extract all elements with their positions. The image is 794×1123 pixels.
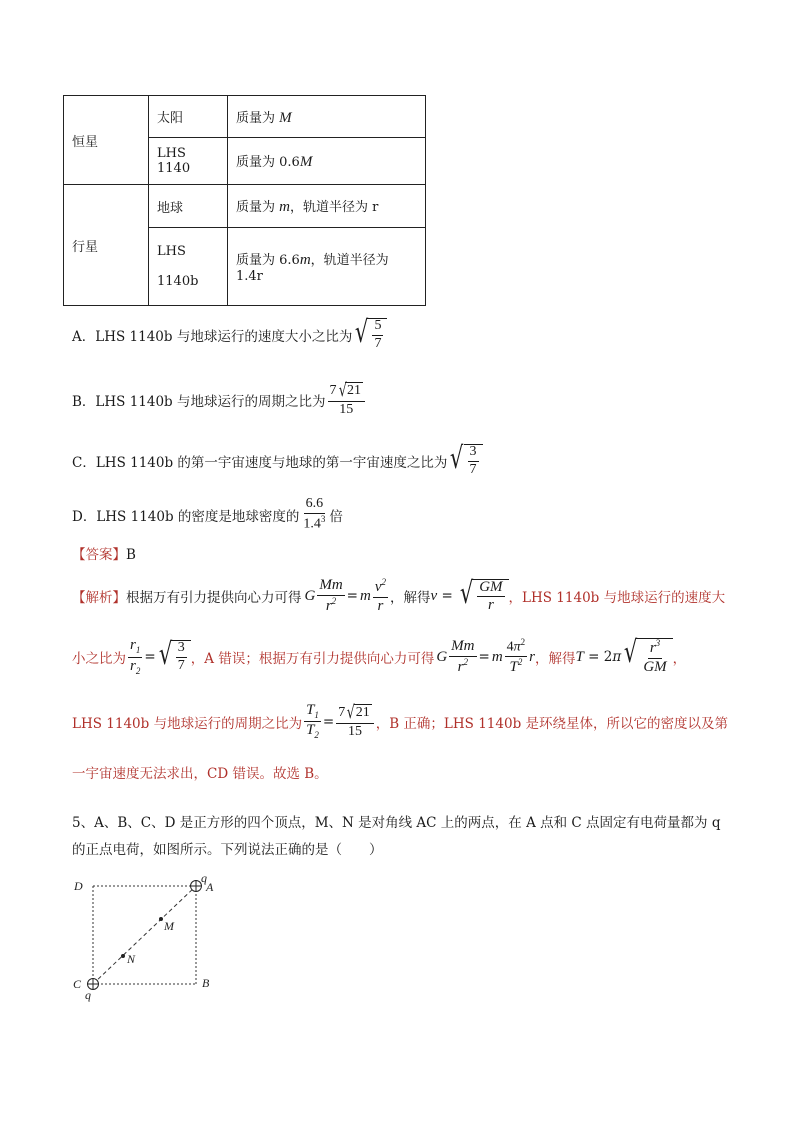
analysis-label: 【解析】 <box>72 590 126 607</box>
question-5-line-2: 的正点电荷，如图所示。下列说法正确的是（ ） <box>72 842 383 858</box>
row-desc: 质量为 M <box>228 96 426 138</box>
fraction: 7 √ 21 15 <box>328 382 365 418</box>
option-b-text: B．LHS 1140b 与地球运行的周期之比为 <box>72 393 326 410</box>
label-m: M <box>164 919 174 933</box>
planet-table <box>63 95 426 306</box>
analysis-line-4: 一宇宙速度无法求出，CD 错误。故选 B。 <box>72 766 328 782</box>
row-desc: 质量为 6.6m，轨道半径为 1.4r <box>228 228 426 306</box>
option-c-text: C．LHS 1140b 的第一宇宙速度与地球的第一宇宙速度之比为 <box>72 454 448 471</box>
label-b: B <box>202 976 210 990</box>
answer <box>72 543 136 563</box>
label-n: N <box>127 952 136 966</box>
row-name: 地球 <box>149 185 228 228</box>
option-d-text: D．LHS 1140b 的密度是地球密度的 <box>72 508 300 525</box>
charge-a <box>191 881 202 892</box>
sqrt-expression: √ $\frac{3}{7}$ <box>447 444 482 477</box>
fraction: $\frac{6.6}{1.4^3}$ <box>303 496 326 532</box>
row-desc: 质量为 m，轨道半径为 r <box>228 185 426 228</box>
star-header: 恒星 <box>64 96 149 185</box>
diagonal-ac <box>93 886 196 984</box>
analysis-line-1: 【解析】 根据万有引力提供向心力可得 G $\frac{Mm}{r^2}$ = m $\frac{v^2}{r}$ ，解得 v = √ $\frac{GM}{r}$ ，LHS 1140b 与地球运行的速度大 <box>72 575 726 614</box>
label-d: D <box>74 879 83 893</box>
option-a-text: A．LHS 1140b 与地球运行的速度大小之比为 <box>72 328 353 345</box>
square-diagram <box>66 870 226 1005</box>
row-name: 太阳 <box>149 96 228 138</box>
answer-value: B <box>126 547 136 563</box>
analysis-line-2: 小之比为 $\frac{r_1}{r_2}$ = √ $\frac{3}{7}$ ，A 错误；根据万有引力提供向心力可得 G $\frac{Mm}{r^2}$ = m $\frac{4\pi^2}{T^2}$ r ，解得 T = 2π √ $\frac{r^3}{GM}$ ， <box>72 635 687 676</box>
point-n <box>121 954 125 958</box>
planet-header: 行星 <box>64 185 149 306</box>
option-a <box>72 315 387 351</box>
label-c: C <box>73 977 82 991</box>
option-d: D．LHS 1140b 的密度是地球密度的 $\frac{6.6}{1.4^3}$ 倍 <box>72 496 343 532</box>
label-a: A <box>206 880 214 894</box>
label-q-bottom: q <box>85 988 91 1002</box>
option-b <box>72 382 367 418</box>
question-5-line-1: 5、A、B、C、D 是正方形的四个顶点，M、N 是对角线 AC 上的两点，在 A 点和 C 点固定有电荷量都为 q <box>72 815 721 831</box>
row-name: LHS 1140 <box>149 138 228 185</box>
answer-label: 【答案】 <box>72 547 126 563</box>
option-c <box>72 441 483 477</box>
row-name: LHS 1140b <box>149 228 228 306</box>
point-m <box>159 917 163 921</box>
sqrt-expression: √ $\frac{5}{7}$ <box>352 318 387 351</box>
row-desc: 质量为 0.6M <box>228 138 426 185</box>
analysis-line-3: LHS 1140b 与地球运行的周期之比为 $\frac{T_1}{T_2}$ = 7 √ 21 15 ，B 正确；LHS 1140b 是环绕星体，所以它的密度以及第 <box>72 702 728 741</box>
label-q-top: q <box>201 871 207 885</box>
